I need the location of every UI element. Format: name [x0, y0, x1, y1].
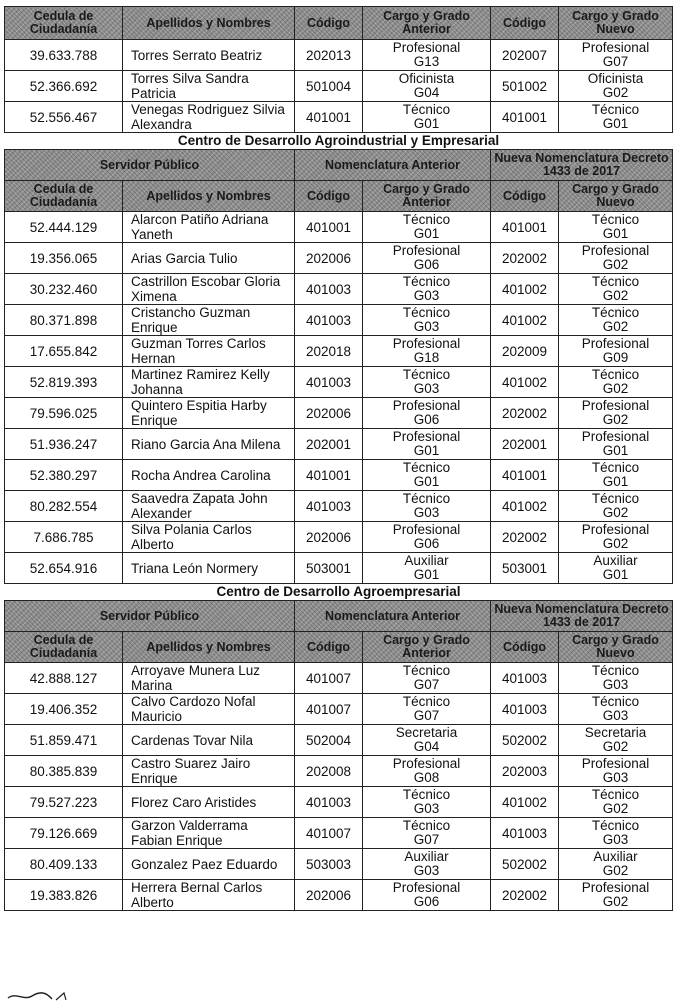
codigo-anterior-cell: 202008: [295, 756, 363, 787]
nombre-cell: Arias Garcia Tulio: [123, 243, 295, 274]
grado-nuevo: G01: [602, 443, 629, 458]
grado-anterior: G01: [413, 474, 440, 489]
cargo-nuevo-cell: [559, 71, 673, 102]
cargo-nuevo-name: Técnico: [591, 787, 640, 802]
grado-anterior: G04: [413, 739, 440, 754]
grado-nuevo: G09: [602, 350, 629, 365]
cedula-cell: 79.126.669: [5, 818, 123, 849]
table-row: [5, 818, 673, 849]
grado-nuevo: G01: [602, 116, 629, 131]
table-row: [5, 694, 673, 725]
table-row: [5, 212, 673, 243]
nombre-cell: Herrera Bernal Carlos Alberto: [123, 880, 295, 911]
codigo-nuevo-cell: 401002: [491, 787, 559, 818]
cargo-nuevo-cell: [559, 725, 673, 756]
cargo-anterior-cell: [363, 756, 491, 787]
cargo-nuevo-name: Profesional: [581, 398, 650, 413]
document-page: [4, 6, 672, 911]
codigo-anterior-cell: 401007: [295, 663, 363, 694]
cargo-anterior-name: Técnico: [402, 491, 451, 506]
table-row: [5, 725, 673, 756]
cedula-cell: 51.859.471: [5, 725, 123, 756]
table-row: [5, 787, 673, 818]
codigo-nuevo-cell: 401003: [491, 694, 559, 725]
cargo-anterior-name: Técnico: [402, 305, 451, 320]
header-cedula: Cedula de Ciudadanía: [5, 181, 123, 212]
cargo-anterior-name: Técnico: [402, 787, 451, 802]
grado-nuevo: G07: [602, 54, 629, 69]
header-cedula: Cedula de Ciudadanía: [5, 7, 123, 40]
nombre-cell: Quintero Espitia Harby Enrique: [123, 398, 295, 429]
cargo-anterior-name: Profesional: [392, 429, 461, 444]
grado-nuevo: G02: [602, 739, 629, 754]
cedula-cell: 51.936.247: [5, 429, 123, 460]
grado-nuevo: G01: [602, 474, 629, 489]
nombre-cell: Castrillon Escobar Gloria Ximena: [123, 274, 295, 305]
header-nombres: Apellidos y Nombres: [123, 632, 295, 663]
cargo-anterior-name: Oficinista: [398, 71, 455, 86]
cargo-anterior-name: Técnico: [402, 460, 451, 475]
grado-nuevo: G02: [602, 319, 629, 334]
cargo-anterior-cell: [363, 429, 491, 460]
codigo-nuevo-cell: 501002: [491, 71, 559, 102]
cedula-cell: 52.654.916: [5, 553, 123, 584]
group-nueva-nomenclatura: Nueva Nomenclatura Decreto 1433 de 2017: [491, 150, 673, 181]
header-cargo-anterior: Cargo y Grado Anterior: [363, 7, 491, 40]
cargo-nuevo-name: Profesional: [581, 429, 650, 444]
table-row: [5, 243, 673, 274]
codigo-nuevo-cell: 202007: [491, 40, 559, 71]
codigo-nuevo-cell: 502002: [491, 725, 559, 756]
header-codigo-anterior: Código: [295, 181, 363, 212]
column-header-row: [5, 7, 673, 40]
header-codigo-anterior: Código: [295, 7, 363, 40]
grado-anterior: G13: [413, 54, 440, 69]
grado-anterior: G06: [413, 536, 440, 551]
grado-nuevo: G02: [602, 257, 629, 272]
cargo-nuevo-name: Técnico: [591, 460, 640, 475]
cargo-anterior-cell: [363, 398, 491, 429]
cargo-nuevo-cell: [559, 694, 673, 725]
section-title: Centro de Desarrollo Agroindustrial y Empresarial: [5, 133, 673, 150]
codigo-anterior-cell: 401003: [295, 367, 363, 398]
header-cargo-anterior: Cargo y Grado Anterior: [363, 181, 491, 212]
table-row: [5, 460, 673, 491]
group-nomenclatura-anterior: Nomenclatura Anterior: [295, 150, 491, 181]
nombre-cell: Saavedra Zapata John Alexander: [123, 491, 295, 522]
cedula-cell: 79.527.223: [5, 787, 123, 818]
codigo-anterior-cell: 401003: [295, 491, 363, 522]
cedula-cell: 52.556.467: [5, 102, 123, 133]
cargo-anterior-name: Técnico: [402, 102, 451, 117]
cedula-cell: 80.409.133: [5, 849, 123, 880]
cargo-anterior-name: Auxiliar: [404, 553, 449, 568]
cedula-cell: 19.356.065: [5, 243, 123, 274]
personnel-table: [4, 6, 673, 911]
nombre-cell: Castro Suarez Jairo Enrique: [123, 756, 295, 787]
cedula-cell: 30.232.460: [5, 274, 123, 305]
nombre-cell: Riano Garcia Ana Milena: [123, 429, 295, 460]
cedula-cell: 52.366.692: [5, 71, 123, 102]
codigo-nuevo-cell: 202009: [491, 336, 559, 367]
cedula-cell: 80.385.839: [5, 756, 123, 787]
codigo-nuevo-cell: 202002: [491, 398, 559, 429]
cargo-nuevo-cell: [559, 305, 673, 336]
cedula-cell: 52.819.393: [5, 367, 123, 398]
codigo-nuevo-cell: 401002: [491, 491, 559, 522]
cargo-anterior-name: Técnico: [402, 212, 451, 227]
cargo-nuevo-cell: [559, 367, 673, 398]
header-cargo-nuevo: Cargo y Grado Nuevo: [559, 7, 673, 40]
grado-nuevo: G03: [602, 708, 629, 723]
cargo-nuevo-cell: [559, 553, 673, 584]
codigo-nuevo-cell: 503001: [491, 553, 559, 584]
cargo-nuevo-name: Técnico: [591, 663, 640, 678]
cargo-nuevo-cell: [559, 522, 673, 553]
grado-anterior: G03: [413, 288, 440, 303]
section-title-row: [5, 133, 673, 150]
table-row: [5, 756, 673, 787]
cargo-anterior-cell: [363, 880, 491, 911]
grado-anterior: G01: [413, 116, 440, 131]
grado-anterior: G03: [413, 319, 440, 334]
codigo-nuevo-cell: 401002: [491, 305, 559, 336]
cargo-nuevo-cell: [559, 336, 673, 367]
codigo-nuevo-cell: 502002: [491, 849, 559, 880]
cargo-anterior-name: Auxiliar: [404, 849, 449, 864]
cargo-anterior-cell: [363, 491, 491, 522]
cargo-nuevo-cell: [559, 491, 673, 522]
cargo-nuevo-name: Secretaria: [584, 725, 647, 740]
cedula-cell: 80.282.554: [5, 491, 123, 522]
cargo-anterior-name: Profesional: [392, 336, 461, 351]
cargo-anterior-cell: [363, 522, 491, 553]
codigo-anterior-cell: 503001: [295, 553, 363, 584]
cargo-anterior-name: Profesional: [392, 880, 461, 895]
codigo-anterior-cell: 202006: [295, 522, 363, 553]
cargo-nuevo-cell: [559, 663, 673, 694]
group-servidor-publico: Servidor Público: [5, 150, 295, 181]
codigo-anterior-cell: 401001: [295, 102, 363, 133]
table-row: [5, 336, 673, 367]
column-header-row: [5, 181, 673, 212]
codigo-anterior-cell: 503003: [295, 849, 363, 880]
cargo-nuevo-name: Técnico: [591, 818, 640, 833]
cedula-cell: 79.596.025: [5, 398, 123, 429]
table-row: [5, 663, 673, 694]
cargo-nuevo-name: Profesional: [581, 756, 650, 771]
header-codigo-nuevo: Código: [491, 7, 559, 40]
grado-nuevo: G01: [602, 567, 629, 582]
codigo-anterior-cell: 401003: [295, 274, 363, 305]
table-row: [5, 849, 673, 880]
table-row: [5, 553, 673, 584]
table-row: [5, 491, 673, 522]
nombre-cell: Florez Caro Aristides: [123, 787, 295, 818]
codigo-anterior-cell: 202006: [295, 398, 363, 429]
cargo-nuevo-cell: [559, 40, 673, 71]
codigo-nuevo-cell: 401003: [491, 663, 559, 694]
table-row: [5, 398, 673, 429]
cargo-anterior-cell: [363, 336, 491, 367]
header-nombres: Apellidos y Nombres: [123, 7, 295, 40]
codigo-anterior-cell: 401003: [295, 787, 363, 818]
grado-anterior: G07: [413, 832, 440, 847]
table-row: [5, 102, 673, 133]
grado-nuevo: G02: [602, 894, 629, 909]
cargo-anterior-cell: [363, 460, 491, 491]
cargo-anterior-cell: [363, 553, 491, 584]
grado-anterior: G06: [413, 412, 440, 427]
codigo-anterior-cell: 401001: [295, 212, 363, 243]
codigo-nuevo-cell: 202002: [491, 243, 559, 274]
nombre-cell: Silva Polania Carlos Alberto: [123, 522, 295, 553]
nombre-cell: Triana León Normery: [123, 553, 295, 584]
cargo-anterior-name: Técnico: [402, 694, 451, 709]
group-nomenclatura-anterior: Nomenclatura Anterior: [295, 601, 491, 632]
cargo-anterior-cell: [363, 243, 491, 274]
grado-anterior: G07: [413, 677, 440, 692]
codigo-nuevo-cell: 401001: [491, 212, 559, 243]
cargo-anterior-cell: [363, 367, 491, 398]
nombre-cell: Cardenas Tovar Nila: [123, 725, 295, 756]
cargo-nuevo-name: Técnico: [591, 694, 640, 709]
cargo-anterior-cell: [363, 40, 491, 71]
cargo-nuevo-name: Profesional: [581, 880, 650, 895]
table-row: [5, 71, 673, 102]
codigo-anterior-cell: 401007: [295, 694, 363, 725]
cargo-nuevo-cell: [559, 756, 673, 787]
codigo-nuevo-cell: 202003: [491, 756, 559, 787]
group-servidor-publico: Servidor Público: [5, 601, 295, 632]
grado-anterior: G03: [413, 505, 440, 520]
cargo-anterior-cell: [363, 212, 491, 243]
cargo-nuevo-cell: [559, 243, 673, 274]
cargo-anterior-name: Profesional: [392, 40, 461, 55]
nombre-cell: Alarcon Patiño Adriana Yaneth: [123, 212, 295, 243]
cargo-nuevo-cell: [559, 880, 673, 911]
nombre-cell: Guzman Torres Carlos Hernan: [123, 336, 295, 367]
header-cargo-anterior: Cargo y Grado Anterior: [363, 632, 491, 663]
grado-anterior: G07: [413, 708, 440, 723]
cargo-nuevo-name: Profesional: [581, 336, 650, 351]
grado-anterior: G04: [413, 85, 440, 100]
cargo-nuevo-name: Técnico: [591, 305, 640, 320]
signature-mark: [6, 990, 86, 1002]
cargo-nuevo-cell: [559, 102, 673, 133]
cargo-anterior-cell: [363, 71, 491, 102]
grado-anterior: G06: [413, 894, 440, 909]
cedula-cell: 42.888.127: [5, 663, 123, 694]
nombre-cell: Venegas Rodriguez Silvia Alexandra: [123, 102, 295, 133]
nombre-cell: Gonzalez Paez Eduardo: [123, 849, 295, 880]
grado-nuevo: G02: [602, 801, 629, 816]
header-codigo-anterior: Código: [295, 632, 363, 663]
nombre-cell: Torres Serrato Beatriz: [123, 40, 295, 71]
cargo-anterior-cell: [363, 787, 491, 818]
cargo-nuevo-cell: [559, 818, 673, 849]
grado-nuevo: G03: [602, 677, 629, 692]
codigo-nuevo-cell: 202002: [491, 522, 559, 553]
group-header-row: [5, 601, 673, 632]
cargo-anterior-cell: [363, 849, 491, 880]
nombre-cell: Calvo Cardozo Nofal Mauricio: [123, 694, 295, 725]
codigo-anterior-cell: 401001: [295, 460, 363, 491]
column-header-row: [5, 632, 673, 663]
table-row: [5, 367, 673, 398]
header-codigo-nuevo: Código: [491, 632, 559, 663]
nombre-cell: Rocha Andrea Carolina: [123, 460, 295, 491]
codigo-nuevo-cell: 202002: [491, 880, 559, 911]
nombre-cell: Arroyave Munera Luz Marina: [123, 663, 295, 694]
table-row: [5, 274, 673, 305]
codigo-anterior-cell: 202018: [295, 336, 363, 367]
grado-anterior: G18: [413, 350, 440, 365]
cargo-nuevo-name: Profesional: [581, 522, 650, 537]
cargo-anterior-name: Secretaria: [395, 725, 458, 740]
cargo-nuevo-name: Técnico: [591, 491, 640, 506]
header-cargo-nuevo: Cargo y Grado Nuevo: [559, 181, 673, 212]
nombre-cell: Torres Silva Sandra Patricia: [123, 71, 295, 102]
group-header-row: [5, 150, 673, 181]
cedula-cell: 80.371.898: [5, 305, 123, 336]
codigo-nuevo-cell: 401001: [491, 460, 559, 491]
header-nombres: Apellidos y Nombres: [123, 181, 295, 212]
cedula-cell: 52.444.129: [5, 212, 123, 243]
codigo-anterior-cell: 202006: [295, 243, 363, 274]
cargo-anterior-cell: [363, 663, 491, 694]
cargo-nuevo-cell: [559, 212, 673, 243]
cargo-nuevo-cell: [559, 274, 673, 305]
grado-nuevo: G03: [602, 770, 629, 785]
grado-nuevo: G03: [602, 832, 629, 847]
grado-anterior: G06: [413, 257, 440, 272]
grado-nuevo: G02: [602, 288, 629, 303]
cargo-anterior-name: Técnico: [402, 274, 451, 289]
cargo-anterior-cell: [363, 818, 491, 849]
cargo-nuevo-name: Técnico: [591, 367, 640, 382]
codigo-nuevo-cell: 401002: [491, 367, 559, 398]
cedula-cell: 19.406.352: [5, 694, 123, 725]
codigo-anterior-cell: 501004: [295, 71, 363, 102]
cargo-anterior-name: Técnico: [402, 663, 451, 678]
grado-anterior: G08: [413, 770, 440, 785]
grado-anterior: G01: [413, 443, 440, 458]
cargo-nuevo-name: Profesional: [581, 243, 650, 258]
table-body: [5, 7, 673, 911]
grado-nuevo: G02: [602, 85, 629, 100]
cargo-anterior-name: Profesional: [392, 756, 461, 771]
header-codigo-nuevo: Código: [491, 181, 559, 212]
grado-anterior: G03: [413, 801, 440, 816]
table-row: [5, 429, 673, 460]
cargo-nuevo-name: Auxiliar: [593, 553, 638, 568]
cedula-cell: 7.686.785: [5, 522, 123, 553]
cedula-cell: 39.633.788: [5, 40, 123, 71]
grado-anterior: G03: [413, 381, 440, 396]
nombre-cell: Martinez Ramirez Kelly Johanna: [123, 367, 295, 398]
cargo-nuevo-name: Técnico: [591, 274, 640, 289]
codigo-nuevo-cell: 202001: [491, 429, 559, 460]
nombre-cell: Garzon Valderrama Fabian Enrique: [123, 818, 295, 849]
cargo-anterior-name: Profesional: [392, 522, 461, 537]
grado-nuevo: G02: [602, 381, 629, 396]
grado-nuevo: G02: [602, 536, 629, 551]
cargo-nuevo-cell: [559, 398, 673, 429]
table-row: [5, 305, 673, 336]
cargo-anterior-cell: [363, 274, 491, 305]
cedula-cell: 52.380.297: [5, 460, 123, 491]
cargo-nuevo-name: Oficinista: [587, 71, 644, 86]
section-title: Centro de Desarrollo Agroempresarial: [5, 584, 673, 601]
cargo-nuevo-name: Técnico: [591, 102, 640, 117]
cargo-nuevo-name: Auxiliar: [593, 849, 638, 864]
cargo-nuevo-name: Técnico: [591, 212, 640, 227]
codigo-anterior-cell: 202001: [295, 429, 363, 460]
cargo-nuevo-cell: [559, 849, 673, 880]
cargo-nuevo-cell: [559, 787, 673, 818]
grado-nuevo: G02: [602, 412, 629, 427]
cedula-cell: 17.655.842: [5, 336, 123, 367]
group-nueva-nomenclatura: Nueva Nomenclatura Decreto 1433 de 2017: [491, 601, 673, 632]
cedula-cell: 19.383.826: [5, 880, 123, 911]
table-row: [5, 522, 673, 553]
grado-anterior: G03: [413, 863, 440, 878]
codigo-nuevo-cell: 401001: [491, 102, 559, 133]
cargo-anterior-cell: [363, 725, 491, 756]
cargo-anterior-name: Técnico: [402, 367, 451, 382]
cargo-anterior-name: Profesional: [392, 398, 461, 413]
cargo-nuevo-name: Profesional: [581, 40, 650, 55]
grado-nuevo: G01: [602, 226, 629, 241]
section-title-row: [5, 584, 673, 601]
header-cedula: Cedula de Ciudadanía: [5, 632, 123, 663]
cargo-nuevo-cell: [559, 460, 673, 491]
codigo-anterior-cell: 202013: [295, 40, 363, 71]
cargo-anterior-cell: [363, 305, 491, 336]
codigo-anterior-cell: 502004: [295, 725, 363, 756]
codigo-anterior-cell: 401007: [295, 818, 363, 849]
grado-nuevo: G02: [602, 505, 629, 520]
cargo-anterior-cell: [363, 102, 491, 133]
codigo-nuevo-cell: 401002: [491, 274, 559, 305]
codigo-nuevo-cell: 401003: [491, 818, 559, 849]
grado-anterior: G01: [413, 226, 440, 241]
cargo-nuevo-cell: [559, 429, 673, 460]
header-cargo-nuevo: Cargo y Grado Nuevo: [559, 632, 673, 663]
table-row: [5, 40, 673, 71]
codigo-anterior-cell: 401003: [295, 305, 363, 336]
nombre-cell: Cristancho Guzman Enrique: [123, 305, 295, 336]
codigo-anterior-cell: 202006: [295, 880, 363, 911]
grado-anterior: G01: [413, 567, 440, 582]
cargo-anterior-cell: [363, 694, 491, 725]
cargo-anterior-name: Técnico: [402, 818, 451, 833]
grado-nuevo: G02: [602, 863, 629, 878]
cargo-anterior-name: Profesional: [392, 243, 461, 258]
table-row: [5, 880, 673, 911]
